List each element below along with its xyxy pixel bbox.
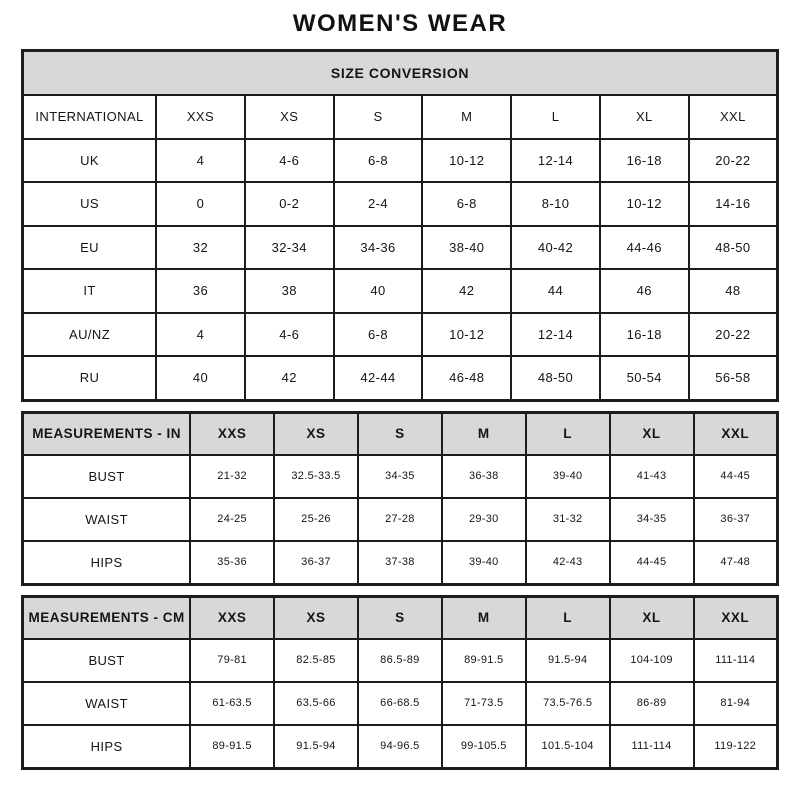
size-cell: 42 xyxy=(422,269,511,313)
size-cell: 4 xyxy=(156,139,245,183)
measurement-cell: 44-45 xyxy=(694,455,778,498)
column-header: XL xyxy=(610,596,694,639)
size-cell: 12-14 xyxy=(511,139,600,183)
row-label: WAIST xyxy=(23,682,191,725)
size-cell: 32-34 xyxy=(245,226,334,270)
size-cell: 0-2 xyxy=(245,182,334,226)
size-cell: 10-12 xyxy=(422,313,511,357)
measurement-cell: 81-94 xyxy=(694,682,778,725)
size-cell: 48-50 xyxy=(689,226,778,270)
size-cell: 20-22 xyxy=(689,139,778,183)
size-conversion-body xyxy=(23,51,778,401)
measurement-cell: 71-73.5 xyxy=(442,682,526,725)
size-cell: 48 xyxy=(689,269,778,313)
row-label: HIPS xyxy=(23,541,191,585)
size-cell: 4-6 xyxy=(245,139,334,183)
column-header: XXS xyxy=(190,596,274,639)
column-header: L xyxy=(526,596,610,639)
size-cell: 38 xyxy=(245,269,334,313)
size-cell: 36 xyxy=(156,269,245,313)
size-conversion-table xyxy=(21,49,779,402)
size-cell: 40-42 xyxy=(511,226,600,270)
size-cell: 42-44 xyxy=(334,356,423,400)
measurement-cell: 61-63.5 xyxy=(190,682,274,725)
size-cell: 42 xyxy=(245,356,334,400)
table-row xyxy=(23,269,778,313)
column-header: XS xyxy=(274,596,358,639)
measurements-cm-table xyxy=(21,595,779,770)
column-header: S xyxy=(358,596,442,639)
row-label: AU/NZ xyxy=(23,313,157,357)
size-cell: 16-18 xyxy=(600,313,689,357)
row-label: US xyxy=(23,182,157,226)
measurement-cell: 119-122 xyxy=(694,725,778,769)
table-row xyxy=(23,356,778,400)
measurement-cell: 39-40 xyxy=(526,455,610,498)
row-label: UK xyxy=(23,139,157,183)
table-row xyxy=(23,139,778,183)
column-header: XXS xyxy=(190,412,274,455)
size-cell: 2-4 xyxy=(334,182,423,226)
table-row xyxy=(23,182,778,226)
table-row xyxy=(23,226,778,270)
measurement-cell: 86-89 xyxy=(610,682,694,725)
row-label: HIPS xyxy=(23,725,191,769)
measurement-cell: 91.5-94 xyxy=(274,725,358,769)
size-cell: 10-12 xyxy=(422,139,511,183)
measurement-cell: 24-25 xyxy=(190,498,274,541)
size-cell: 14-16 xyxy=(689,182,778,226)
measurement-cell: 99-105.5 xyxy=(442,725,526,769)
measurements-in-table xyxy=(21,411,779,586)
measurement-cell: 34-35 xyxy=(610,498,694,541)
row-label: INTERNATIONAL xyxy=(23,95,157,139)
row-label: EU xyxy=(23,226,157,270)
table-row xyxy=(23,541,778,585)
measurement-cell: 91.5-94 xyxy=(526,639,610,682)
row-label: BUST xyxy=(23,639,191,682)
size-cell: 40 xyxy=(334,269,423,313)
size-cell: 4 xyxy=(156,313,245,357)
size-cell: 34-36 xyxy=(334,226,423,270)
measurement-cell: 63.5-66 xyxy=(274,682,358,725)
size-cell: 0 xyxy=(156,182,245,226)
size-cell: 8-10 xyxy=(511,182,600,226)
size-cell: 40 xyxy=(156,356,245,400)
measurement-cell: 39-40 xyxy=(442,541,526,585)
column-header: L xyxy=(526,412,610,455)
size-cell: 10-12 xyxy=(600,182,689,226)
size-cell: 12-14 xyxy=(511,313,600,357)
table-header-row xyxy=(23,596,778,639)
column-header: XXL xyxy=(694,596,778,639)
measurement-cell: 37-38 xyxy=(358,541,442,585)
measurement-cell: 104-109 xyxy=(610,639,694,682)
page-title: WOMEN'S WEAR xyxy=(292,10,508,37)
measurement-cell: 86.5-89 xyxy=(358,639,442,682)
size-cell: XS xyxy=(245,95,334,139)
size-cell: 46 xyxy=(600,269,689,313)
size-cell: 48-50 xyxy=(511,356,600,400)
size-cell: XXS xyxy=(156,95,245,139)
table-row xyxy=(23,639,778,682)
measurement-cell: 41-43 xyxy=(610,455,694,498)
measurement-cell: 34-35 xyxy=(358,455,442,498)
size-cell: 4-6 xyxy=(245,313,334,357)
measurement-cell: 101.5-104 xyxy=(526,725,610,769)
size-cell: 50-54 xyxy=(600,356,689,400)
table-row xyxy=(23,725,778,769)
size-cell: 38-40 xyxy=(422,226,511,270)
size-cell: 56-58 xyxy=(689,356,778,400)
size-cell: 32 xyxy=(156,226,245,270)
row-label: BUST xyxy=(23,455,191,498)
measurement-cell: 111-114 xyxy=(694,639,778,682)
measurement-cell: 79-81 xyxy=(190,639,274,682)
size-cell: 44 xyxy=(511,269,600,313)
measurement-cell: 29-30 xyxy=(442,498,526,541)
measurement-cell: 32.5-33.5 xyxy=(274,455,358,498)
row-label: IT xyxy=(23,269,157,313)
measurement-cell: 21-32 xyxy=(190,455,274,498)
size-cell: XL xyxy=(600,95,689,139)
table-row xyxy=(23,682,778,725)
table-row xyxy=(23,498,778,541)
table-title-size-conversion: SIZE CONVERSION xyxy=(23,51,778,96)
size-cell: S xyxy=(334,95,423,139)
size-cell: 16-18 xyxy=(600,139,689,183)
column-header: XS xyxy=(274,412,358,455)
column-header: S xyxy=(358,412,442,455)
measurement-cell: 31-32 xyxy=(526,498,610,541)
measurement-cell: 35-36 xyxy=(190,541,274,585)
measurement-cell: 94-96.5 xyxy=(358,725,442,769)
row-label: WAIST xyxy=(23,498,191,541)
measurement-cell: 111-114 xyxy=(610,725,694,769)
column-header: XL xyxy=(610,412,694,455)
table-row xyxy=(23,313,778,357)
table-row xyxy=(23,455,778,498)
table-header-row xyxy=(23,412,778,455)
size-cell: 44-46 xyxy=(600,226,689,270)
measurement-cell: 66-68.5 xyxy=(358,682,442,725)
measurement-cell: 47-48 xyxy=(694,541,778,585)
measurement-cell: 82.5-85 xyxy=(274,639,358,682)
measurement-cell: 25-26 xyxy=(274,498,358,541)
size-cell: 46-48 xyxy=(422,356,511,400)
measurement-cell: 42-43 xyxy=(526,541,610,585)
measurement-cell: 27-28 xyxy=(358,498,442,541)
measurement-cell: 36-37 xyxy=(694,498,778,541)
measurement-cell: 36-37 xyxy=(274,541,358,585)
column-header: M xyxy=(442,412,526,455)
table-title-measurements_in: MEASUREMENTS - IN xyxy=(23,412,191,455)
measurement-cell: 89-91.5 xyxy=(442,639,526,682)
row-label: RU xyxy=(23,356,157,400)
table-title-row xyxy=(23,51,778,96)
size-cell: 20-22 xyxy=(689,313,778,357)
size-cell: 6-8 xyxy=(334,139,423,183)
size-cell: M xyxy=(422,95,511,139)
table-row xyxy=(23,95,778,139)
table-title-measurements_cm: MEASUREMENTS - CM xyxy=(23,596,191,639)
measurement-cell: 36-38 xyxy=(442,455,526,498)
measurement-cell: 73.5-76.5 xyxy=(526,682,610,725)
column-header: XXL xyxy=(694,412,778,455)
measurement-cell: 44-45 xyxy=(610,541,694,585)
size-cell: 6-8 xyxy=(422,182,511,226)
size-cell: L xyxy=(511,95,600,139)
size-cell: 6-8 xyxy=(334,313,423,357)
column-header: M xyxy=(442,596,526,639)
measurement-cell: 89-91.5 xyxy=(190,725,274,769)
size-cell: XXL xyxy=(689,95,778,139)
